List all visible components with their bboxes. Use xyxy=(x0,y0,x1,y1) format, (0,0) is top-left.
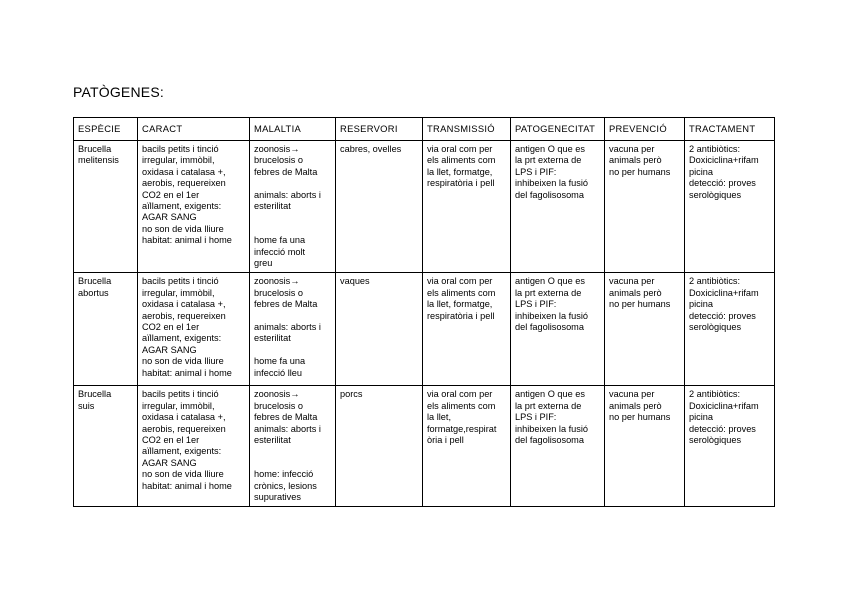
cell-line: òria i pell xyxy=(427,435,464,446)
cell-line: inhibeixen la fusió xyxy=(515,423,589,434)
cell-line: vacuna per xyxy=(609,389,655,400)
cell-line: irregular, immòbil, xyxy=(142,155,215,166)
cell-line: habitat: animal i home xyxy=(142,367,232,378)
cell-line: inhibeixen la fusió xyxy=(515,310,589,321)
cell-line: serològiques xyxy=(689,322,742,333)
cell-line: bacils petits i tinció xyxy=(142,144,219,154)
cell-line: els aliments com xyxy=(427,287,496,298)
cell-line: animals: aborts i xyxy=(254,423,321,434)
cell-line: els aliments com xyxy=(427,155,496,166)
cell-malaltia xyxy=(250,141,336,273)
cell-line: oxidasa i catalasa +, xyxy=(142,412,226,423)
cell-line: serològiques xyxy=(689,189,742,200)
header-patogenecitat: PATOGENECITAT xyxy=(511,118,605,141)
cell-malaltia xyxy=(250,273,336,386)
cell-line: home: infecció xyxy=(254,469,314,480)
cell-line: greu xyxy=(254,258,273,269)
cell-line: del fagolisosoma xyxy=(515,189,584,200)
cell-line: la prt externa de xyxy=(515,155,582,166)
cell-line: la llet, xyxy=(427,412,452,423)
cell-especie xyxy=(74,273,138,386)
cell-line: vacuna per xyxy=(609,276,655,287)
cell-line: oxidasa i catalasa +, xyxy=(142,166,226,177)
cell-line: aerobis, requereixen xyxy=(142,310,226,321)
header-especie: ESPÈCIE xyxy=(74,118,138,141)
cell-line: Doxiciclina+rifam xyxy=(689,287,759,298)
header-malaltia: MALALTIA xyxy=(250,118,336,141)
cell-tractament xyxy=(685,141,775,273)
cell-line: no per humans xyxy=(609,166,671,177)
header-caract: CARACT xyxy=(138,118,250,141)
cell-gap xyxy=(254,178,331,189)
cell-line: animals però xyxy=(609,400,662,411)
cell-line: vaques xyxy=(340,276,370,287)
cell-line: CO2 en el 1er xyxy=(142,435,200,446)
cell-line: no son de vida lliure xyxy=(142,469,224,480)
cell-transmissio xyxy=(423,386,511,507)
cell-gap xyxy=(254,311,331,322)
cell-line: habitat: animal i home xyxy=(142,480,232,491)
cell-line: serològiques xyxy=(689,435,742,446)
cell-line: no son de vida lliure xyxy=(142,223,224,234)
cell-line: home fa una xyxy=(254,235,306,246)
table-row xyxy=(74,386,775,507)
cell-line: AGAR SANG xyxy=(142,344,197,355)
cell-line: els aliments com xyxy=(427,400,496,411)
cell-line: 2 antibiòtics: xyxy=(689,276,741,287)
cell-line: aïllament, exigents: xyxy=(142,333,222,344)
cell-line: home fa una xyxy=(254,356,306,367)
cell-line: via oral com per xyxy=(427,144,493,154)
cell-patogenecitat xyxy=(511,386,605,507)
cell-line: cabres, ovelles xyxy=(340,144,402,154)
cell-line: via oral com per xyxy=(427,389,493,400)
table-row xyxy=(74,141,775,273)
cell-gap xyxy=(254,212,331,223)
cell-line: CO2 en el 1er xyxy=(142,322,200,333)
page-title: PATÒGENES: xyxy=(73,84,164,100)
cell-line: LPS i PIF: xyxy=(515,412,557,423)
cell-line: febres de Malta xyxy=(254,166,318,177)
cell-line: formatge,respirat xyxy=(427,423,497,434)
cell-line: habitat: animal i home xyxy=(142,235,232,246)
cell-line: febres de Malta xyxy=(254,299,318,310)
cell-line: animals: aborts i xyxy=(254,322,321,333)
cell-prevencio xyxy=(605,386,685,507)
cell-line: detecció: proves xyxy=(689,310,756,321)
cell-line: zoonosis→ xyxy=(254,144,300,154)
cell-line: animals però xyxy=(609,155,662,166)
cell-line: respiratòria i pell xyxy=(427,178,495,189)
cell-line: zoonosis→ xyxy=(254,389,300,400)
cell-line: infecció molt xyxy=(254,246,306,257)
cell-line: del fagolisosoma xyxy=(515,435,584,446)
cell-line: picina xyxy=(689,412,714,423)
cell-line: suis xyxy=(78,400,95,411)
cell-line: vacuna per xyxy=(609,144,655,154)
table-row xyxy=(74,273,775,386)
pathogens-table xyxy=(73,117,775,507)
cell-line: esterilitat xyxy=(254,435,291,446)
cell-line: detecció: proves xyxy=(689,423,756,434)
cell-line: via oral com per xyxy=(427,276,493,287)
cell-line: esterilitat xyxy=(254,333,291,344)
cell-line: oxidasa i catalasa +, xyxy=(142,299,226,310)
cell-line: antigen O que es xyxy=(515,389,585,400)
cell-line: antigen O que es xyxy=(515,144,585,154)
cell-line: LPS i PIF: xyxy=(515,299,557,310)
cell-especie xyxy=(74,386,138,507)
cell-line: aïllament, exigents: xyxy=(142,201,222,212)
cell-line: no son de vida lliure xyxy=(142,356,224,367)
cell-reservori xyxy=(336,273,423,386)
cell-line: Doxiciclina+rifam xyxy=(689,400,759,411)
header-tractament: TRACTAMENT xyxy=(685,118,775,141)
cell-line: febres de Malta xyxy=(254,412,318,423)
cell-line: bacils petits i tinció xyxy=(142,389,219,400)
header-prevencio: PREVENCIÓ xyxy=(605,118,685,141)
cell-line: irregular, immòbil, xyxy=(142,287,215,298)
cell-prevencio xyxy=(605,273,685,386)
cell-line: brucelosis o xyxy=(254,155,304,166)
cell-line: respiratòria i pell xyxy=(427,310,495,321)
cell-patogenecitat xyxy=(511,141,605,273)
cell-gap xyxy=(254,446,331,457)
cell-line: 2 antibiòtics: xyxy=(689,144,741,154)
cell-line: infecció lleu xyxy=(254,367,303,378)
cell-line: 2 antibiòtics: xyxy=(689,389,741,400)
cell-tractament xyxy=(685,386,775,507)
cell-line: LPS i PIF: xyxy=(515,166,557,177)
cell-line: animals: aborts i xyxy=(254,189,321,200)
cell-line: abortus xyxy=(78,287,109,298)
cell-line: crònics, lesions xyxy=(254,480,317,491)
cell-line: bacils petits i tinció xyxy=(142,276,219,287)
cell-reservori xyxy=(336,141,423,273)
cell-patogenecitat xyxy=(511,273,605,386)
cell-line: no per humans xyxy=(609,299,671,310)
cell-line: inhibeixen la fusió xyxy=(515,178,589,189)
cell-line: AGAR SANG xyxy=(142,212,197,223)
cell-line: supuratives xyxy=(254,492,301,503)
cell-line: Brucella xyxy=(78,144,112,154)
cell-line: zoonosis→ xyxy=(254,276,300,287)
header-row xyxy=(74,118,775,141)
cell-line: brucelosis o xyxy=(254,400,304,411)
cell-line: irregular, immòbil, xyxy=(142,400,215,411)
cell-tractament xyxy=(685,273,775,386)
cell-gap xyxy=(254,458,331,469)
cell-line: AGAR SANG xyxy=(142,457,197,468)
cell-caract xyxy=(138,386,250,507)
cell-gap xyxy=(254,345,331,356)
cell-line: la prt externa de xyxy=(515,287,582,298)
cell-line: esterilitat xyxy=(254,201,291,212)
cell-line: picina xyxy=(689,166,714,177)
cell-transmissio xyxy=(423,141,511,273)
cell-line: antigen O que es xyxy=(515,276,585,287)
cell-line: la llet, formatge, xyxy=(427,166,493,177)
header-reservori: RESERVORI xyxy=(336,118,423,141)
cell-caract xyxy=(138,273,250,386)
cell-line: Brucella xyxy=(78,276,112,287)
cell-line: porcs xyxy=(340,389,363,400)
cell-line: aerobis, requereixen xyxy=(142,423,226,434)
cell-line: no per humans xyxy=(609,412,671,423)
cell-line: del fagolisosoma xyxy=(515,322,584,333)
cell-transmissio xyxy=(423,273,511,386)
cell-reservori xyxy=(336,386,423,507)
header-transmissio: TRANSMISSIÓ xyxy=(423,118,511,141)
cell-gap xyxy=(254,224,331,235)
cell-line: aerobis, requereixen xyxy=(142,178,226,189)
cell-line: Brucella xyxy=(78,389,112,400)
cell-malaltia xyxy=(250,386,336,507)
cell-line: brucelosis o xyxy=(254,287,304,298)
cell-line: picina xyxy=(689,299,714,310)
cell-especie xyxy=(74,141,138,273)
cell-line: la llet, formatge, xyxy=(427,299,493,310)
cell-line: melitensis xyxy=(78,155,119,166)
cell-line: animals però xyxy=(609,287,662,298)
cell-line: aïllament, exigents: xyxy=(142,446,222,457)
cell-line: CO2 en el 1er xyxy=(142,189,200,200)
cell-line: Doxiciclina+rifam xyxy=(689,155,759,166)
cell-caract xyxy=(138,141,250,273)
cell-line: la prt externa de xyxy=(515,400,582,411)
cell-line: detecció: proves xyxy=(689,178,756,189)
cell-prevencio xyxy=(605,141,685,273)
